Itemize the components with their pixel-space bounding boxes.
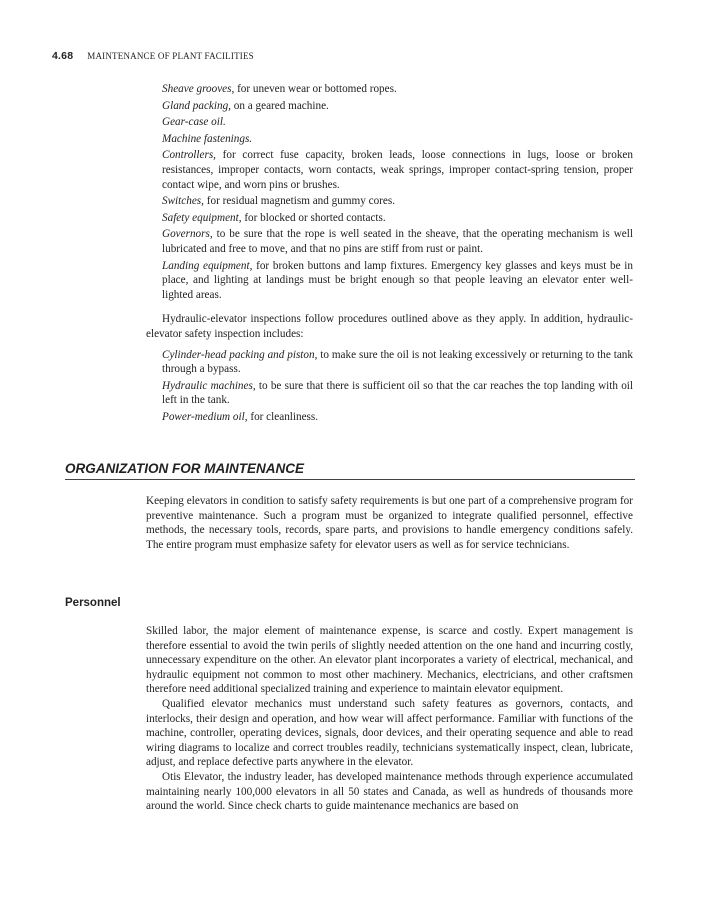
list-item: Machine fastenings. xyxy=(162,132,253,145)
running-head xyxy=(52,50,254,62)
list-item: Cylinder-head packing and piston, to make sure the oil is not leaking excessively or returning to the tank through a bypass. xyxy=(162,348,633,376)
list-item: Sheave grooves, for uneven wear or bottomed ropes. xyxy=(162,83,397,95)
hydraulic-intro: Hydraulic-elevator inspections follow procedures outlined above as they apply. In addition, hydraulic-elevator safety inspection includes: xyxy=(146,313,633,340)
section-paragraph: Keeping elevators in condition to satisfy safety requirements is but one part of a comprehensive program for preventive maintenance. Such a program must be organized to integrate qualified personnel, effective methods, the necessary tools, records, spare parts, and provisions to handle emergency conditions safely. The entire program must emphasize safety for elevator users as well as for service technicians. xyxy=(146,495,633,551)
list-item: Governors, to be sure that the rope is well seated in the sheave, that the operating mechanism is well lubricated and free to move, and that no pins are stiff from rust or paint. xyxy=(162,228,633,255)
list-item: Gland packing, on a geared machine. xyxy=(162,99,329,112)
personnel-paragraph: Otis Elevator, the industry leader, has developed maintenance methods through experience accumulated maintaining nearly 100,000 elevators in all 50 states and Canada, as well as hundreds of thousands more around the world. Since check charts to guide maintenance mechanics are based on xyxy=(146,770,633,813)
subhead-personnel: Personnel xyxy=(65,597,121,609)
personnel-body xyxy=(146,624,633,814)
page-number: 4.68 xyxy=(52,50,74,62)
section-title: ORGANIZATION FOR MAINTENANCE xyxy=(65,461,635,480)
list-item: Switches, for residual magnetism and gummy cores. xyxy=(162,195,396,208)
list-item: Controllers, for correct fuse capacity, broken leads, loose connections in lugs, loose or broken resistances, improper contacts, worn contacts, weak springs, improper contact-spring tension, proper contact wipe, and worn pins or brushes. xyxy=(162,149,633,191)
list-item: Landing equipment, for broken buttons and lamp fixtures. Emergency key glasses and keys must be in place, and lighting at landings must be bright enough so that people leaving an elevator enter well-lighted areas. xyxy=(162,259,633,301)
running-title: MAINTENANCE OF PLANT FACILITIES xyxy=(87,51,254,61)
list-item: Gear-case oil. xyxy=(162,116,226,129)
list-item: Power-medium oil, for cleanliness. xyxy=(162,410,319,423)
list-item: Hydraulic machines, to be sure that there is sufficient oil so that the car reaches the top landing with oil left in the tank. xyxy=(162,379,634,407)
inspection-list xyxy=(146,82,633,426)
personnel-paragraph: Qualified elevator mechanics must understand such safety features as governors, contacts, and interlocks, their design and operation, and how wear will affect performance. Familiar with functions of the machine, controller, operating devices, signals, door devices, and their operating sequence and able to read wiring diagrams to localize and correct troubles readily, technicians systematically inspect, clean, lubricate, adjust, and replace defective parts anywhere in the elevator. xyxy=(146,697,633,769)
list-item: Safety equipment, for blocked or shorted contacts. xyxy=(162,211,386,224)
personnel-paragraph: Skilled labor, the major element of maintenance expense, is scarce and costly. Expert management is therefore essential to avoid the twin perils of slightly needed attention on the one hand and incurring costly, unnecessary expenditure on the other. An elevator plant incorporates a variety of electrical, mechanical, and hydraulic equipment not common to most other machinery. Mechanics, electricians, and other craftsmen therefore need additional specialized training and experience to maintain elevator equipment. xyxy=(146,625,633,696)
section-intro xyxy=(146,494,633,552)
